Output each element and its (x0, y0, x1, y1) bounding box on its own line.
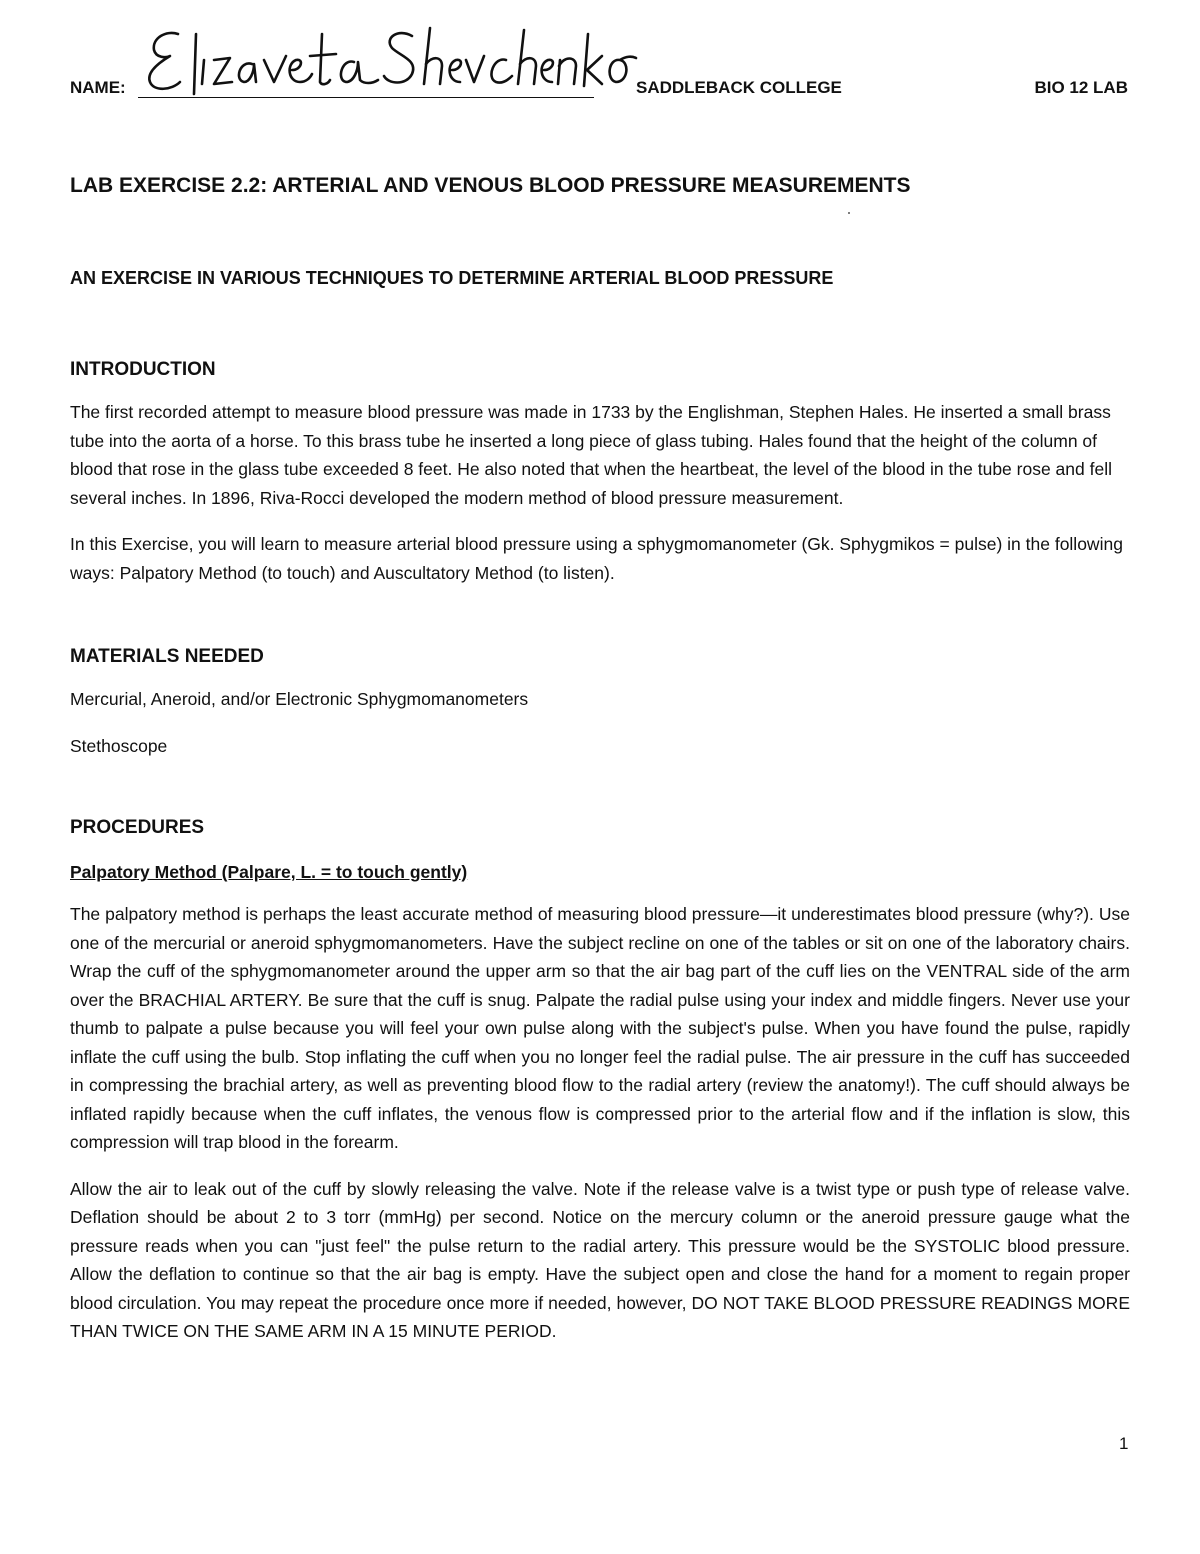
page-header (70, 20, 1130, 110)
materials-heading: MATERIALS NEEDED (70, 646, 264, 667)
page-number: 1 (1119, 1434, 1129, 1453)
document-body (70, 170, 1130, 1346)
name-label: NAME: (70, 78, 126, 97)
materials-item: Mercurial, Aneroid, and/or Electronic Sphygmomanometers (70, 689, 529, 709)
introduction-paragraph: In this Exercise, you will learn to measure arterial blood pressure using a sphygmomanometer (Gk. Sphygmikos = pulse) in the following ways: Palpatory Method (to touch) and Auscultatory Method (to listen). (70, 534, 1123, 583)
introduction-paragraph: The first recorded attempt to measure blood pressure was made in 1733 by the Englishman, Stephen Hales. He inserted a small brass tube into the aorta of a horse. To this brass tube he inserted a long piece of glass tubing. Hales found that the height of the column of blood that rose in the glass tube exceeded 8 feet. He also noted that when the heartbeat, the level of the blood in the tube rose and fell several inches. In 1896, Riva-Rocci developed the modern method of blood pressure measurement. (70, 402, 1112, 508)
procedure-paragraph: The palpatory method is perhaps the least accurate method of measuring blood pressure—it underestimates blood pressure (why?). Use one of the mercurial or aneroid sphygmomanometers. Have the subject recline on one of the tables or sit on one of the laboratory chairs. Wrap the cuff of the sphygmomanometer around the upper arm so that the air bag part of the cuff lies on the VENTRAL side of the arm over the BRACHIAL ARTERY. Be sure that the cuff is snug. Palpate the radial pulse using your index and middle fingers. Never use your thumb to palpate a pulse because you will feel your own pulse along with the subject's pulse. When you have found the pulse, rapidly inflate the cuff using the bulb. Stop inflating the cuff when you no longer feel the radial pulse. The air pressure in the cuff has succeeded in compressing the brachial artery, as well as preventing blood flow to the radial artery (review the anatomy!). The cuff should always be inflated rapidly because when the cuff inflates, the venous flow is compressed prior to the arterial flow and if the inflation is slow, this compression will trap blood in the forearm. (70, 904, 1130, 1152)
procedures-heading: PROCEDURES (70, 817, 205, 838)
materials-item: Stethoscope (70, 735, 168, 756)
page-title: LAB EXERCISE 2.2: ARTERIAL AND VENOUS BLOOD PRESSURE MEASUREMENTS (70, 174, 911, 197)
palpatory-method-heading: Palpatory Method (Palpare, L. = to touch gently) (70, 862, 468, 882)
procedure-paragraph: Allow the air to leak out of the cuff by slowly releasing the valve. Note if the release valve is a twist type or push type of release valve. Deflation should be about 2 to 3 torr (mmHg) per second. Notice on the mercury column or the aneroid pressure gauge what the pressure reads when you can "just feel" the pulse return to the radial artery. This pressure would be the SYSTOLIC blood pressure. Allow the deflation to continue so that the air bag is empty. Have the subject open and close the hand for a moment to regain proper blood circulation. You may repeat the procedure once more if needed, however, DO NOT TAKE BLOOD PRESSURE READINGS MORE THAN TWICE ON THE SAME ARM IN A 15 MINUTE PERIOD. (70, 1178, 1130, 1341)
introduction-heading: INTRODUCTION (70, 359, 216, 380)
handwritten-signature (140, 20, 640, 105)
course-name: BIO 12 LAB (1034, 78, 1128, 97)
college-name: SADDLEBACK COLLEGE (636, 78, 842, 97)
page-subtitle: AN EXERCISE IN VARIOUS TECHNIQUES TO DETERMINE ARTERIAL BLOOD PRESSURE (70, 268, 834, 288)
